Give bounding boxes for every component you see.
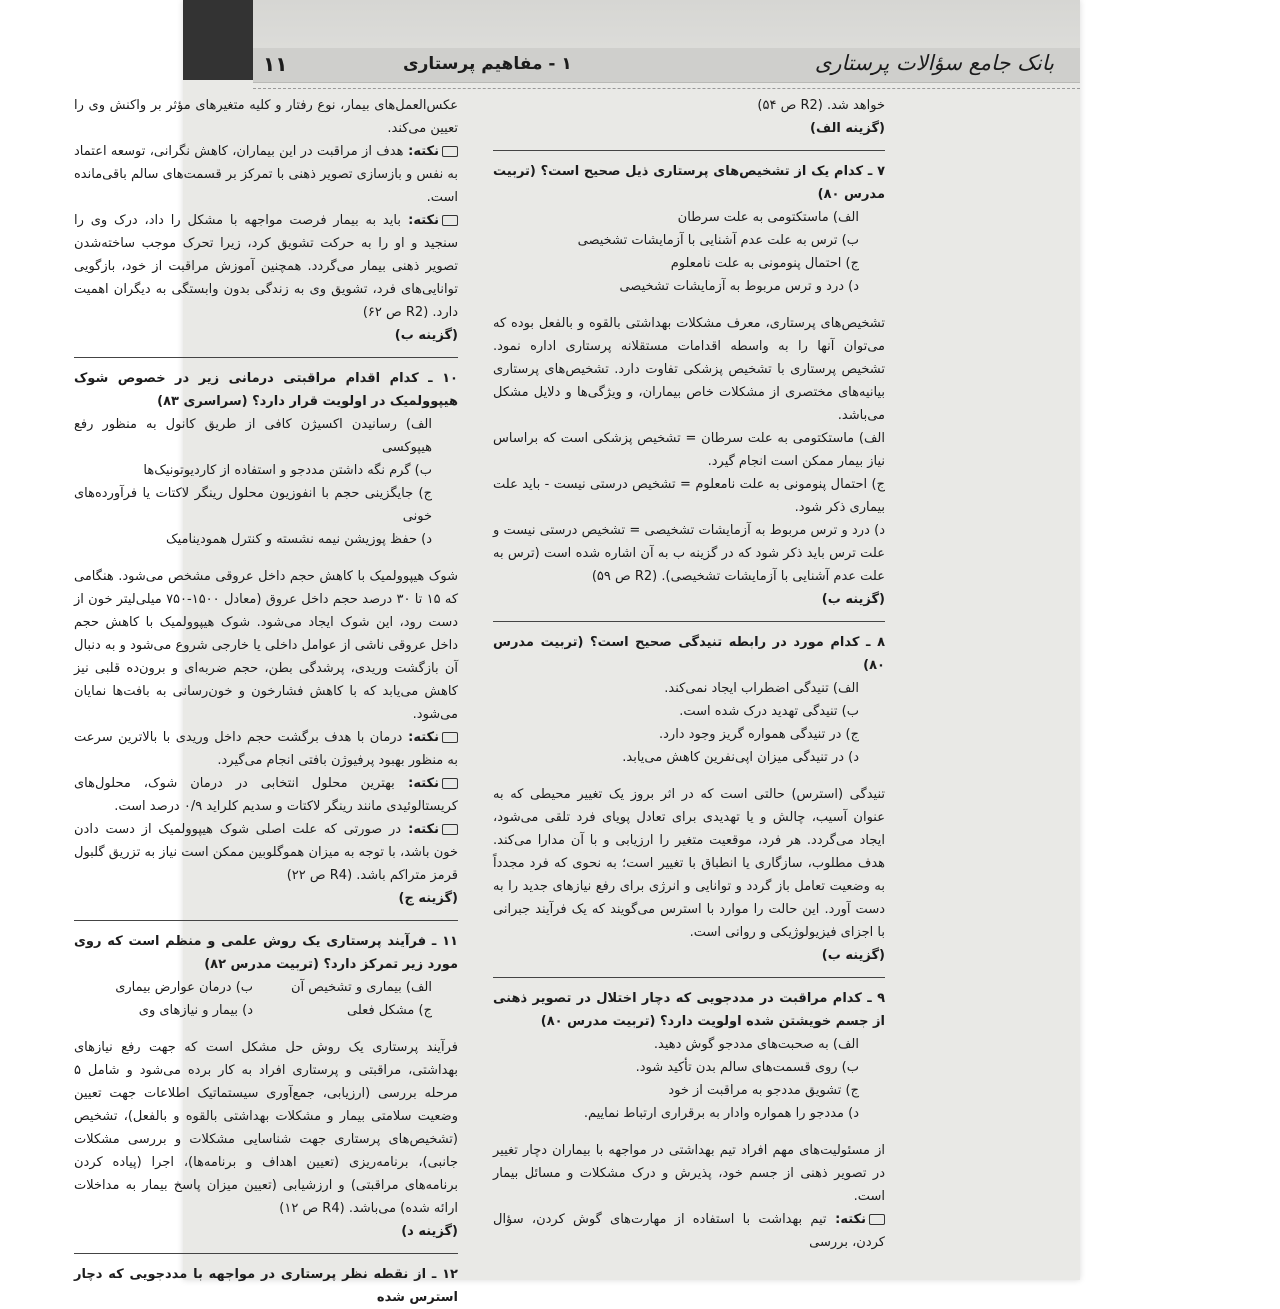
- answer-option: ب) تنیدگی تهدید درک شده است.: [679, 704, 859, 719]
- answer-option: ب) ترس به علت عدم آشنایی با آزمایشات تشخیصی: [577, 233, 859, 248]
- paragraph: الف) ماستکتومی به علت سرطان = تشخیص پزشکی است که براساس نیاز بیمار ممکن است انجام گیرد.: [493, 431, 885, 469]
- spacer: [74, 1022, 458, 1036]
- answer-option: د) مددجو را همواره وادار به برقراری ارتباط نماییم.: [583, 1106, 859, 1121]
- note-icon: [442, 824, 458, 835]
- answer-key: (گزینه ب): [394, 328, 458, 343]
- answer-option: ج) مشکل فعلی: [347, 1003, 432, 1018]
- question-stem: ۱۱ ـ فرآیند پرستاری یک روش علمی و منظم است که روی مورد زیر تمرکز دارد؟ (تربیت مدرس ۸۲): [74, 934, 458, 972]
- spacer: [74, 551, 458, 565]
- question-stem: ۱۰ ـ کدام اقدام مراقبتی درمانی زیر در خصوص شوک هیپوولمیک در اولویت قرار دارد؟ (سراسری ۸۳): [74, 371, 458, 409]
- note-label: نکته:: [826, 1212, 867, 1227]
- question-divider: [74, 357, 458, 359]
- note-block: [74, 726, 458, 772]
- note-block: [74, 209, 458, 324]
- note-text: در صورتی که علت اصلی شوک هیپوولمیک از دست دادن خون باشد، با توجه به میزان هموگلوبین ممکن است نیاز به تزریق گلبول قرمز متراکم باشد. (R4 ص ۲۲): [74, 822, 458, 883]
- note-text: بهترین محلول انتخابی در درمان شوک، محلول‌های کریستالوئیدی مانند رینگر لاکتات و سدیم کلراید ۰/۹ درصد است.: [74, 776, 458, 814]
- answer-option: د) در تنیدگی میزان اپی‌نفرین کاهش می‌یابد.: [622, 750, 859, 765]
- header-divider: [253, 88, 1080, 90]
- answer-option-row: [74, 976, 432, 999]
- answer-option-row: [74, 999, 432, 1022]
- running-header: [253, 48, 1080, 83]
- page-number: ۱۱: [263, 52, 288, 76]
- question-divider: [74, 920, 458, 922]
- note-icon: [442, 215, 458, 226]
- question-stem: ۹ ـ کدام مراقبت در مددجویی که دچار اختلال در تصویر ذهنی از جسم خویشتن شده اولویت دارد؟ (تربیت مدرس ۸۰): [493, 991, 885, 1029]
- paragraph: خواهد شد. (R2 ص ۵۴): [757, 98, 885, 113]
- answer-key: (گزینه ب): [821, 948, 885, 963]
- spacer: [493, 1125, 885, 1139]
- note-block: [74, 140, 458, 209]
- question-divider: [493, 621, 885, 623]
- note-label: نکته:: [401, 822, 439, 837]
- note-icon: [442, 732, 458, 743]
- note-text: باید به بیمار فرصت مواجهه با مشکل را داد، درک وی را سنجید و او را به حرکت تشویق کرد، زیرا تحرک موجب ساخته‌شدن تصویر ذهنی بیمار می‌گردد. همچنین آموزش مراقبت از خود، بازگویی توانایی‌های فرد، تشویق وی به زندگی بدون وابستگی به دیگران اهمیت دارد. (R2 ص ۶۲): [74, 213, 458, 320]
- note-label: نکته:: [403, 144, 439, 159]
- note-icon: [442, 778, 458, 789]
- paragraph: ج) احتمال پنومونی به علت نامعلوم = تشخیص درستی نیست - باید علت بیماری ذکر شود.: [493, 477, 885, 515]
- page-top-band: [183, 0, 1080, 48]
- note-block: [74, 772, 458, 818]
- answer-option: د) بیمار و نیازهای وی: [138, 1003, 253, 1018]
- answer-option: الف) ماستکتومی به علت سرطان: [677, 210, 859, 225]
- note-label: نکته:: [400, 213, 440, 228]
- answer-option: الف) بیماری و تشخیص آن: [291, 980, 432, 995]
- answer-option: الف) تنیدگی اضطراب ایجاد نمی‌کند.: [664, 681, 859, 696]
- note-block: [74, 818, 458, 887]
- question-divider: [493, 977, 885, 979]
- question-stem: ۷ ـ کدام یک از تشخیص‌های پرستاری ذیل صحیح است؟ (تربیت مدرس ۸۰): [493, 164, 885, 202]
- page-corner-shadow: [183, 0, 253, 80]
- answer-option: ب) درمان عوارض بیماری: [115, 980, 253, 995]
- paragraph: تشخیص‌های پرستاری، معرف مشکلات بهداشتی بالقوه و بالفعل بوده که می‌توان آنها را به واسطه اقدامات مستقلانه پرستاری اداره نمود. تشخیص پرستاری با تشخیص پزشکی تفاوت دارد. تشخیص‌های پرستاری بیانیه‌های مختصری از مشکلات خاص بیماران، و ویژگی‌ها و دلایل مشکل می‌باشد.: [493, 316, 885, 423]
- note-text: هدف از مراقبت در این بیماران، کاهش نگرانی، توسعه اعتماد به نفس و بازسازی تصویر ذهنی با تمرکز بر قسمت‌های سالم باقی‌مانده است.: [74, 144, 458, 205]
- question-divider: [493, 150, 885, 152]
- question-stem: ۸ ـ کدام مورد در رابطه تنیدگی صحیح است؟ (تربیت مدرس ۸۰): [493, 635, 885, 673]
- answer-key: (گزینه ب): [821, 592, 885, 607]
- answer-option: ب) گرم نگه داشتن مددجو و استفاده از کاردیوتونیک‌ها: [143, 463, 432, 478]
- right-text-column: [493, 94, 885, 1254]
- paragraph: فرآیند پرستاری یک روش حل مشکل است که جهت رفع نیازهای بهداشتی، مراقبتی و پرستاری افراد به کار برده می‌شود و شامل ۵ مرحله بررسی (ارزیابی، جمع‌آوری سیستماتیک اطلاعات جهت تعیین وضعیت سلامتی بیمار و مشکلات بهداشتی بالقوه و بالفعل)، تشخیص (تشخیص‌های پرستاری جهت شناسایی مشکلات و بررسی مشکلات جانبی)، برنامه‌ریزی (تعیین اهداف و برنامه‌ها)، اجرا (پیاده کردن برنامه‌های مراقبتی) و ارزشیابی (تعیین میزان پاسخ بیمار به مداخلات ارائه شده) می‌باشد. (R4 ص ۱۲): [74, 1040, 458, 1216]
- answer-key: (گزینه ج): [398, 891, 458, 906]
- paragraph: شوک هیپوولمیک با کاهش حجم داخل عروقی مشخص می‌شود. هنگامی که ۱۵ تا ۳۰ درصد حجم داخل عروق (معادل ۱۵۰۰-۷۵۰ میلی‌لیتر خون از دست رود، این شوک ایجاد می‌شود. شوک هیپوولمیک با کاهش حجم داخل عروقی ناشی از عوامل داخلی یا خارجی شروع می‌شود و به دنبال آن بازگشت وریدی، پرشدگی بطن، حجم ضربه‌ای و برون‌ده قلبی نیز کاهش می‌یابد که با کاهش فشارخون و خون‌رسانی به بافت‌ها نمایان می‌شود.: [74, 569, 459, 722]
- note-text: تیم بهداشت با استفاده از مهارت‌های گوش کردن، سؤال کردن، بررسی: [493, 1212, 885, 1250]
- answer-option: ج) احتمال پنومونی به علت نامعلوم: [670, 256, 859, 271]
- left-text-column: [74, 94, 458, 1309]
- note-text: درمان با هدف برگشت حجم داخل وریدی با بالاترین سرعت به منظور بهبود پرفیوژن بافتی انجام می‌گیرد.: [74, 730, 458, 768]
- answer-option: ج) در تنیدگی همواره گریز وجود دارد.: [659, 727, 859, 742]
- spacer: [493, 298, 885, 312]
- question-stem: ۱۲ ـ از نقطه نظر پرستاری در مواجهه با مددجویی که دچار استرس شده: [74, 1267, 458, 1305]
- answer-key: (گزینه الف): [810, 121, 885, 136]
- paragraph: د) درد و ترس مربوط به آزمایشات تشخیصی = تشخیص درستی نیست و علت ترس باید ذکر شود که در گزینه ب به آن اشاره شده است (ترس به علت عدم آشنایی با آزمایشات تشخیصی). (R2 ص ۵۹): [493, 523, 885, 584]
- answer-option: ب) روی قسمت‌های سالم بدن تأکید شود.: [635, 1060, 859, 1075]
- answer-option: د) درد و ترس مربوط به آزمایشات تشخیصی: [619, 279, 859, 294]
- paragraph: از مسئولیت‌های مهم افراد تیم بهداشتی در مواجهه با بیماران دچار تغییر در تصویر ذهنی از جسم خود، پذیرش و درک مشکلات و مسائل بیمار است.: [493, 1143, 885, 1204]
- paragraph: تنیدگی (استرس) حالتی است که در اثر بروز یک تغییر محیطی که به عنوان آسیب، چالش و یا تهدیدی برای تعادل پویای فرد تلقی می‌شود، ایجاد می‌گردد. هر فرد، موقعیت متغیر را ارزیابی و با آن مدارا می‌کند. هدف مطلوب، سازگاری یا انطباق با تغییر است؛ به نحوی که فرد مجدداً به وضعیت تعامل باز گردد و توانایی و انرژی برای رفع نیازهای جدید را به دست آورد. این حالت را موارد با استرس می‌گویند که یک فرآیند جبرانی با اجزای فیزیولوژیکی و روانی است.: [493, 787, 885, 940]
- paragraph: عکس‌العمل‌های بیمار، نوع رفتار و کلیه متغیرهای مؤثر بر واکنش وی را تعیین می‌کند.: [74, 98, 458, 136]
- note-icon: [442, 146, 458, 157]
- book-title: بانک جامع سؤالات پرستاری: [814, 51, 1054, 75]
- note-block: [493, 1208, 885, 1254]
- chapter-title: ۱ - مفاهیم پرستاری: [403, 54, 572, 74]
- answer-key: (گزینه د): [401, 1224, 458, 1239]
- answer-option: الف) رسانیدن اکسیژن کافی از طریق کانول به منظور رفع هیپوکسی: [74, 417, 432, 455]
- note-icon: [869, 1214, 885, 1225]
- note-label: نکته:: [402, 730, 439, 745]
- answer-option: الف) به صحبت‌های مددجو گوش دهید.: [653, 1037, 859, 1052]
- answer-option: د) حفظ پوزیشن نیمه نشسته و کنترل همودینامیک: [165, 532, 432, 547]
- answer-option: ج) تشویق مددجو به مراقبت از خود: [668, 1083, 859, 1098]
- spacer: [493, 769, 885, 783]
- question-divider: [74, 1253, 458, 1255]
- note-label: نکته:: [394, 776, 439, 791]
- answer-option: ج) جایگزینی حجم با انفوزیون محلول رینگر لاکتات یا فرآورده‌های خونی: [74, 486, 432, 524]
